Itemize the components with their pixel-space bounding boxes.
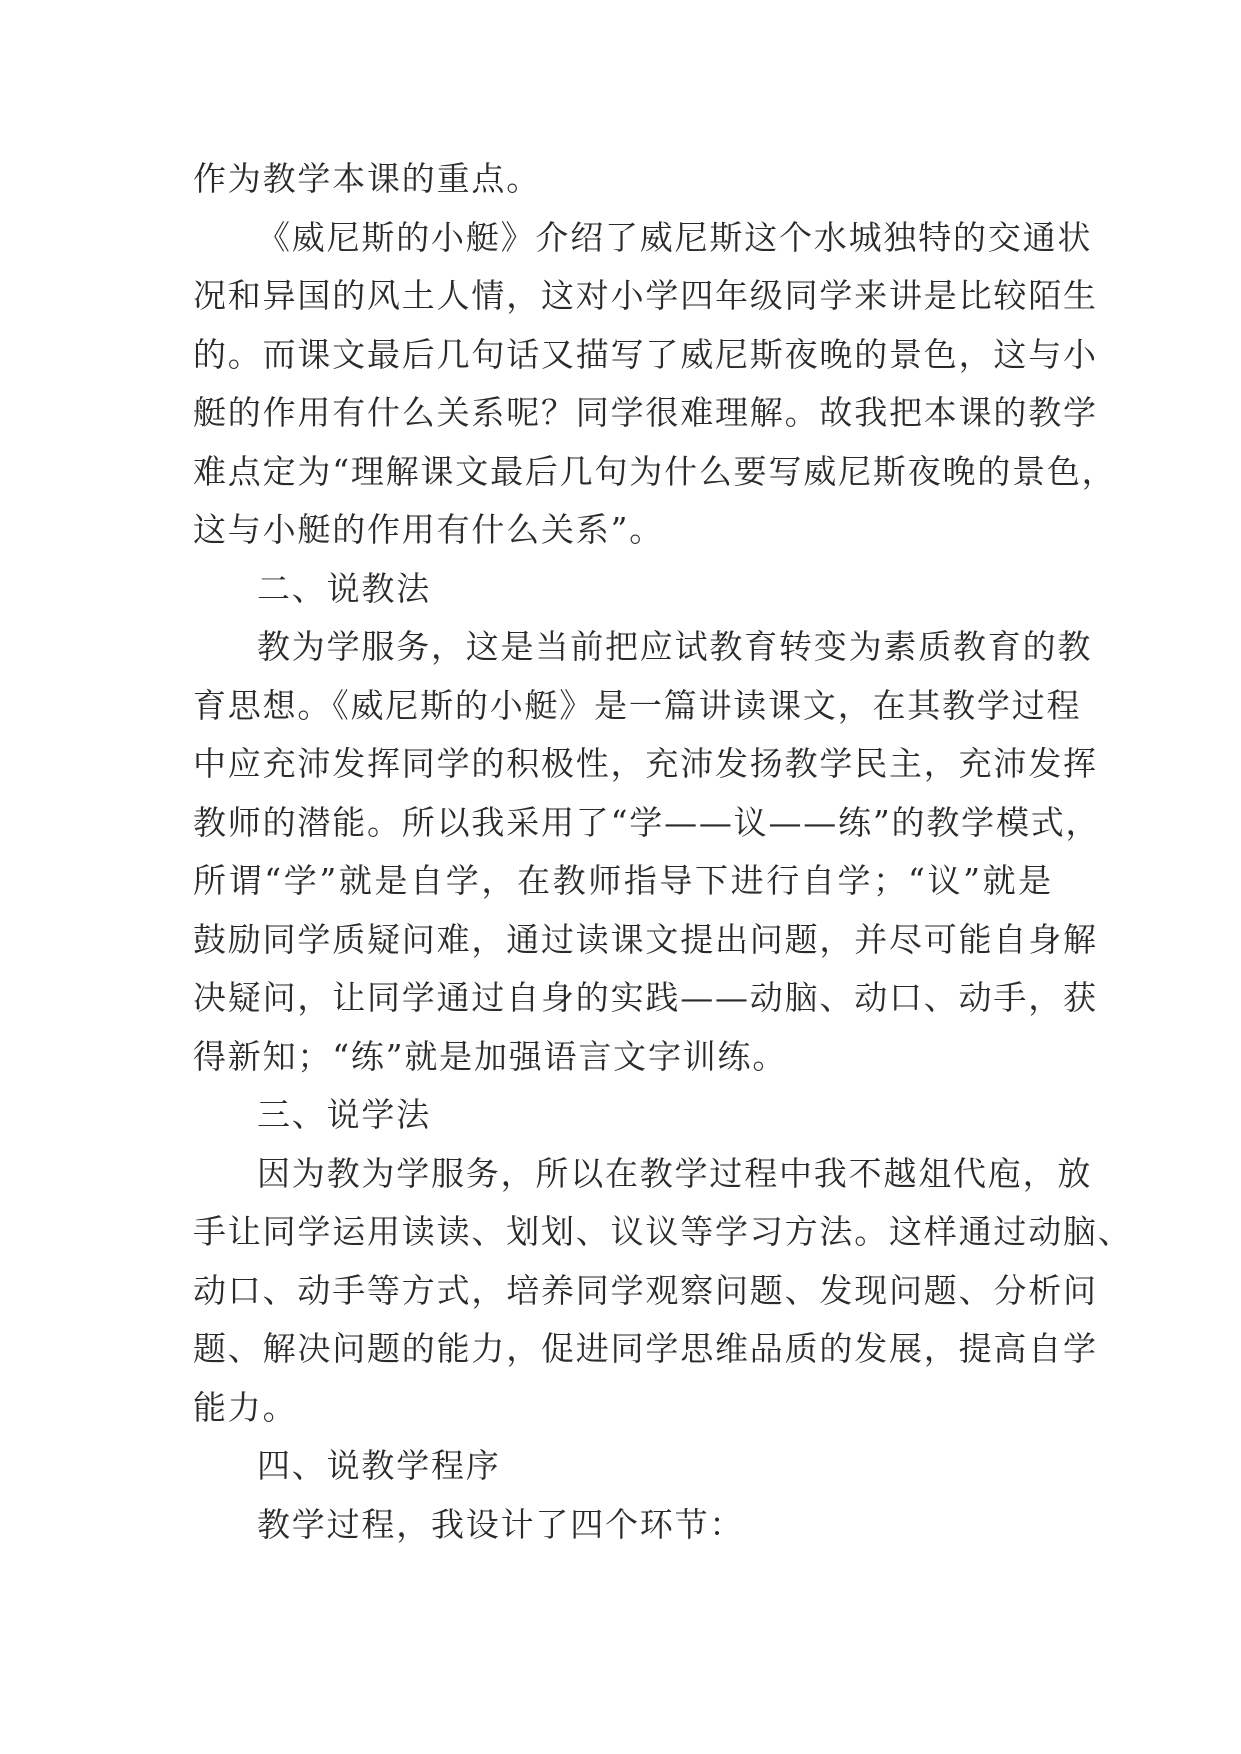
document-page — [193, 150, 1133, 1554]
text-line: 的。而课文最后几句话又描写了威尼斯夜晚的景色，这与小 — [193, 334, 1098, 374]
text-line: 所谓“学”就是自学，在教师指导下进行自学；“议”就是 — [193, 861, 1053, 900]
text-line: 《威尼斯的小艇》介绍了威尼斯这个水城独特的交通状 — [257, 217, 1093, 257]
section-heading-teaching-procedure: 四、说教学程序 — [257, 1446, 501, 1485]
text-line: 教学过程，我设计了四个环节： — [257, 1504, 745, 1544]
section-heading-learning-method: 三、说学法 — [257, 1095, 431, 1134]
text-line: 因为教为学服务，所以在教学过程中我不越俎代庖，放 — [257, 1153, 1093, 1193]
text-line: 况和异国的风土人情，这对小学四年级同学来讲是比较陌生 — [193, 276, 1098, 315]
text-line: 育思想。《威尼斯的小艇》是一篇讲读课文，在其教学过程 — [193, 685, 1082, 725]
text-line: 中应充沛发挥同学的积极性，充沛发扬教学民主，充沛发挥 — [193, 744, 1098, 783]
text-line: 鼓励同学质疑问难，通过读课文提出问题，并尽可能自身解 — [193, 919, 1098, 959]
text-line: 动口、动手等方式，培养同学观察问题、发现问题、分析问 — [193, 1270, 1098, 1310]
text-line: 得新知；“练”就是加强语言文字训练。 — [193, 1036, 788, 1076]
text-line: 教师的潜能。所以我采用了“学——议——练”的教学模式， — [193, 802, 1101, 842]
text-line: 能力。 — [193, 1387, 298, 1427]
text-line: 手让同学运用读读、划划、议议等学习方法。这样通过动脑、 — [193, 1212, 1133, 1251]
text-line: 这与小艇的作用有什么关系”。 — [193, 510, 665, 549]
text-line: 题、解决问题的能力，促进同学思维品质的发展，提高自学 — [193, 1329, 1098, 1368]
section-heading-teaching-method: 二、说教法 — [257, 568, 431, 608]
text-line: 作为教学本课的重点。 — [193, 159, 541, 198]
text-line: 决疑问，让同学通过自身的实践——动脑、动口、动手，获 — [193, 978, 1098, 1017]
text-line: 艇的作用有什么关系呢？同学很难理解。故我把本课的教学 — [193, 393, 1098, 432]
text-line: 难点定为“理解课文最后几句为什么要写威尼斯夜晚的景色， — [193, 451, 1117, 491]
text-line: 教为学服务，这是当前把应试教育转变为素质教育的教 — [257, 627, 1093, 666]
